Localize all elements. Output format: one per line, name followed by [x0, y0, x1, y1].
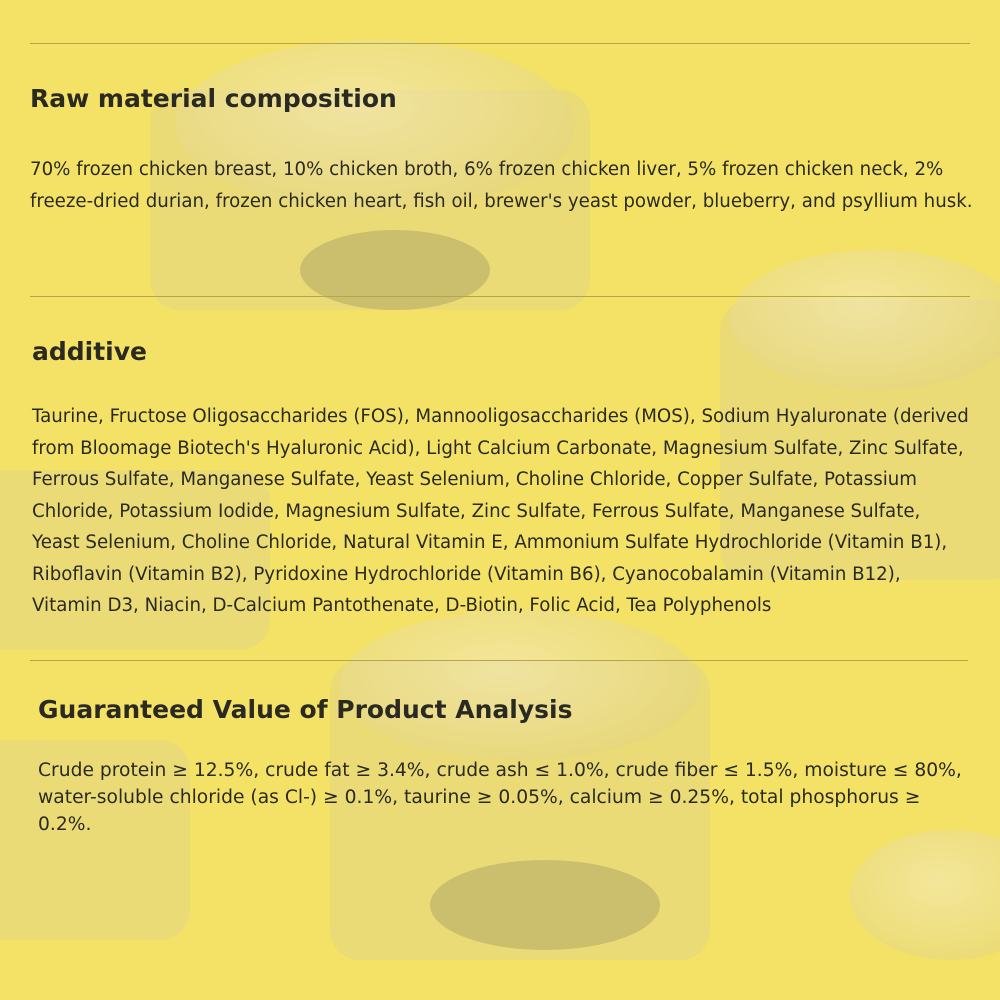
analysis-text: Crude protein ≥ 12.5%, crude fat ≥ 3.4%, crude ash ≤ 1.0%, crude fiber ≤ 1.5%, moisture ≤ 80%, water-soluble chloride (as Cl-) ≥ 0.1%, taurine ≥ 0.05%, calcium ≥ 0.25%, total phosphorus ≥ 0.2%. — [38, 760, 962, 835]
background-can-lid — [850, 830, 1000, 960]
background-can-lid — [340, 610, 700, 760]
divider — [30, 660, 968, 661]
additive-text: Taurine, Fructose Oligosaccharides (FOS), Mannooligosaccharides (MOS), Sodium Hyaluronate (derived from Bloomage Biotech's Hyaluronic Acid), Light Calcium Carbonate, Magnesium Sulfate, Zinc Sulfate, Ferrous Sulfate, Manganese Sulfate, Yeast Selenium, Choline Chloride, Copper Sulfate, Potassium Chloride, Potassium Iodide, Magnesium Sulfate, Zinc Sulfate, Ferrous Sulfate, Manganese Sulfate, Yeast Selenium, Choline Chloride, Natural Vitamin E, Ammonium Sulfate Hydrochloride (Vitamin B1), Riboflavin (Vitamin B2), Pyridoxine Hydrochloride (Vitamin B6), Cyanocobalamin (Vitamin B12), Vitamin D3, Niacin, D-Calcium Pantothenate, D-Biotin, Folic Acid, Tea Polyphenols — [32, 406, 969, 616]
divider — [30, 296, 970, 297]
background-can-shadow — [300, 230, 490, 310]
raw-material-text: 70% frozen chicken breast, 10% chicken broth, 6% frozen chicken liver, 5% frozen chicken neck, 2% freeze-dried durian, frozen chicken heart, fish oil, brewer's yeast powder, blueberry, and psyllium husk. — [30, 159, 973, 212]
analysis-title: Guaranteed Value of Product Analysis — [38, 695, 573, 724]
additive-title: additive — [32, 337, 148, 366]
raw-material-title: Raw material composition — [30, 84, 397, 113]
background-can-shadow — [430, 860, 660, 950]
background-can-lid — [730, 250, 1000, 390]
divider — [30, 43, 970, 44]
